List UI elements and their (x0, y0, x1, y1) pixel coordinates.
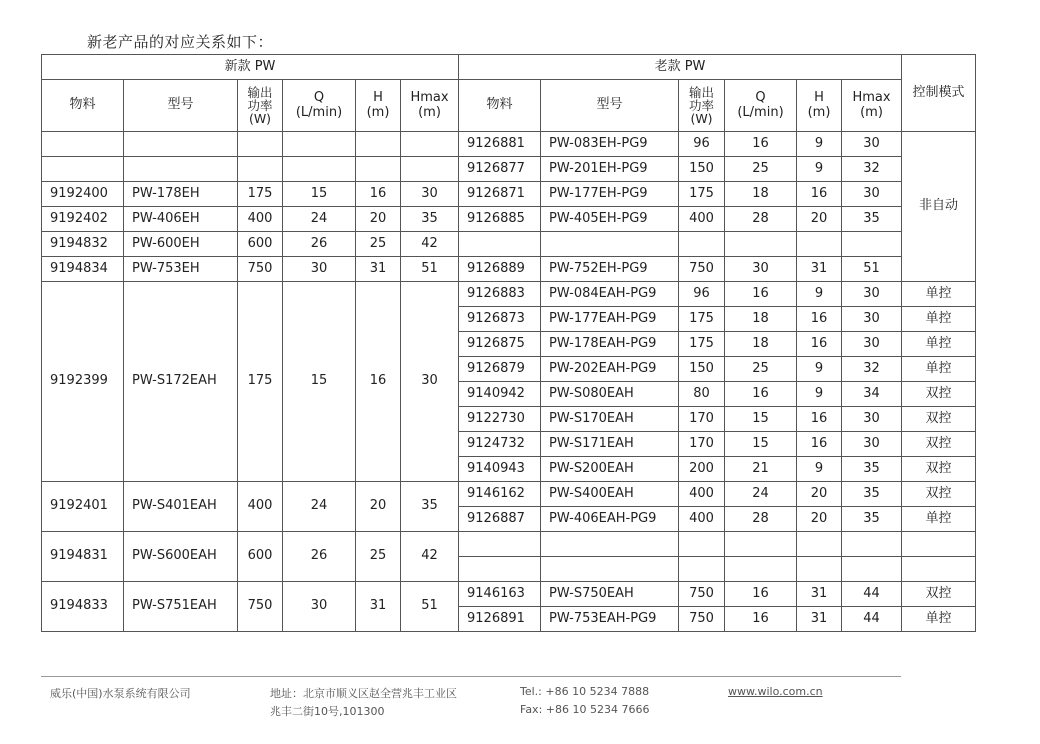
new-q-cell: 30 (283, 257, 356, 282)
old-q-cell: 18 (725, 182, 797, 207)
old-power-cell (679, 232, 725, 257)
header-new-power: 输出 功率 (W) (238, 80, 283, 132)
old-model-cell: PW-201EH-PG9 (541, 157, 679, 182)
control-mode-cell: 单控 (902, 307, 976, 332)
old-hmax-cell: 32 (842, 357, 902, 382)
new-h-cell: 16 (356, 182, 401, 207)
new-power-cell: 600 (238, 232, 283, 257)
old-hmax-cell: 30 (842, 132, 902, 157)
old-q-cell (725, 557, 797, 582)
table-row (42, 282, 976, 307)
old-model-cell: PW-177EH-PG9 (541, 182, 679, 207)
product-mapping-table (41, 54, 976, 632)
old-material-cell: 9126891 (459, 607, 541, 632)
footer-tel: Tel.: +86 10 5234 7888 (520, 685, 650, 698)
table-row (42, 207, 976, 232)
old-material-cell: 9140943 (459, 457, 541, 482)
table-row (42, 157, 976, 182)
new-power-cell: 400 (238, 482, 283, 532)
old-hmax-cell: 30 (842, 407, 902, 432)
old-q-cell: 28 (725, 507, 797, 532)
new-h-cell: 25 (356, 532, 401, 582)
new-material-cell: 9192399 (42, 282, 124, 482)
new-h-cell: 16 (356, 282, 401, 482)
new-power-cell: 400 (238, 207, 283, 232)
new-model-cell: PW-753EH (124, 257, 238, 282)
old-hmax-cell: 35 (842, 507, 902, 532)
old-hmax-cell (842, 532, 902, 557)
control-mode-cell (902, 532, 976, 557)
old-hmax-cell: 35 (842, 482, 902, 507)
new-material-cell: 9194834 (42, 257, 124, 282)
new-material-cell: 9194833 (42, 582, 124, 632)
new-q-cell: 15 (283, 182, 356, 207)
old-hmax-cell: 30 (842, 282, 902, 307)
old-power-cell: 96 (679, 282, 725, 307)
new-material-cell (42, 157, 124, 182)
old-power-cell: 750 (679, 582, 725, 607)
old-q-cell: 18 (725, 307, 797, 332)
control-mode-cell: 单控 (902, 607, 976, 632)
old-power-cell: 400 (679, 482, 725, 507)
old-h-cell: 31 (797, 607, 842, 632)
header-new-h: H (m) (356, 80, 401, 132)
old-model-cell: PW-405EH-PG9 (541, 207, 679, 232)
control-mode-cell: 双控 (902, 582, 976, 607)
new-model-cell: PW-406EH (124, 207, 238, 232)
old-hmax-cell: 30 (842, 182, 902, 207)
control-mode-cell (902, 557, 976, 582)
old-power-cell: 150 (679, 157, 725, 182)
old-h-cell: 20 (797, 207, 842, 232)
old-h-cell: 31 (797, 582, 842, 607)
new-h-cell: 25 (356, 232, 401, 257)
old-power-cell (679, 532, 725, 557)
table-row (42, 482, 976, 507)
old-hmax-cell: 30 (842, 307, 902, 332)
new-material-cell: 9194831 (42, 532, 124, 582)
new-power-cell (238, 157, 283, 182)
new-model-cell: PW-178EH (124, 182, 238, 207)
footer-address-line1: 地址：北京市顺义区赵全营兆丰工业区 (270, 687, 457, 700)
table-row (42, 232, 976, 257)
header-old-hmax: Hmax (m) (842, 80, 902, 132)
old-material-cell: 9126871 (459, 182, 541, 207)
old-q-cell: 16 (725, 132, 797, 157)
old-power-cell: 750 (679, 257, 725, 282)
old-power-cell: 150 (679, 357, 725, 382)
page-footer (0, 680, 1040, 740)
old-hmax-cell: 44 (842, 607, 902, 632)
new-model-cell (124, 157, 238, 182)
old-q-cell: 15 (725, 432, 797, 457)
control-mode-cell: 双控 (902, 482, 976, 507)
header-new-hmax: Hmax (m) (401, 80, 459, 132)
header-new-material: 物料 (42, 80, 124, 132)
old-material-cell: 9126883 (459, 282, 541, 307)
group-header-new: 新款 PW (42, 55, 459, 80)
new-hmax-cell: 30 (401, 182, 459, 207)
old-hmax-cell (842, 232, 902, 257)
old-material-cell: 9126885 (459, 207, 541, 232)
old-model-cell: PW-S080EAH (541, 382, 679, 407)
old-power-cell: 175 (679, 307, 725, 332)
old-material-cell: 9146163 (459, 582, 541, 607)
new-power-cell: 175 (238, 182, 283, 207)
old-hmax-cell: 30 (842, 432, 902, 457)
new-hmax-cell: 35 (401, 207, 459, 232)
footer-company: 威乐(中国)水泵系统有限公司 (50, 687, 191, 700)
old-q-cell: 21 (725, 457, 797, 482)
header-old-model: 型号 (541, 80, 679, 132)
control-mode-cell: 双控 (902, 457, 976, 482)
old-model-cell: PW-S200EAH (541, 457, 679, 482)
page-heading: 新老产品的对应关系如下： (87, 33, 274, 51)
old-power-cell: 96 (679, 132, 725, 157)
old-q-cell (725, 232, 797, 257)
new-model-cell (124, 132, 238, 157)
new-material-cell: 9192402 (42, 207, 124, 232)
table-row (42, 182, 976, 207)
old-h-cell: 16 (797, 182, 842, 207)
old-material-cell (459, 557, 541, 582)
control-mode-cell: 单控 (902, 507, 976, 532)
old-material-cell: 9126873 (459, 307, 541, 332)
new-material-cell: 9194832 (42, 232, 124, 257)
new-power-cell: 750 (238, 582, 283, 632)
old-q-cell: 25 (725, 357, 797, 382)
old-model-cell (541, 557, 679, 582)
new-q-cell: 24 (283, 482, 356, 532)
old-model-cell: PW-S400EAH (541, 482, 679, 507)
old-h-cell: 16 (797, 407, 842, 432)
old-q-cell: 18 (725, 332, 797, 357)
old-power-cell: 400 (679, 507, 725, 532)
old-h-cell: 20 (797, 507, 842, 532)
group-header-old: 老款 PW (459, 55, 902, 80)
old-model-cell: PW-S171EAH (541, 432, 679, 457)
new-power-cell: 600 (238, 532, 283, 582)
new-h-cell: 20 (356, 207, 401, 232)
footer-divider (41, 676, 901, 677)
header-old-h: H (m) (797, 80, 842, 132)
old-h-cell: 9 (797, 457, 842, 482)
old-material-cell: 9126881 (459, 132, 541, 157)
old-h-cell: 9 (797, 357, 842, 382)
old-q-cell: 16 (725, 382, 797, 407)
old-h-cell (797, 532, 842, 557)
old-model-cell: PW-S750EAH (541, 582, 679, 607)
header-old-material: 物料 (459, 80, 541, 132)
old-material-cell: 9124732 (459, 432, 541, 457)
control-mode-cell: 单控 (902, 332, 976, 357)
new-power-cell: 175 (238, 282, 283, 482)
header-new-q: Q (L/min) (283, 80, 356, 132)
new-q-cell (283, 157, 356, 182)
old-model-cell: PW-406EAH-PG9 (541, 507, 679, 532)
old-hmax-cell (842, 557, 902, 582)
header-new-model: 型号 (124, 80, 238, 132)
new-hmax-cell: 35 (401, 482, 459, 532)
old-model-cell (541, 232, 679, 257)
old-hmax-cell: 35 (842, 207, 902, 232)
old-q-cell: 16 (725, 607, 797, 632)
new-hmax-cell: 42 (401, 232, 459, 257)
new-h-cell: 31 (356, 582, 401, 632)
old-h-cell (797, 557, 842, 582)
old-h-cell: 9 (797, 132, 842, 157)
old-power-cell: 175 (679, 182, 725, 207)
table-row (42, 132, 976, 157)
new-q-cell: 26 (283, 532, 356, 582)
new-model-cell: PW-S751EAH (124, 582, 238, 632)
control-mode-cell: 单控 (902, 282, 976, 307)
control-mode-cell: 双控 (902, 432, 976, 457)
old-model-cell (541, 532, 679, 557)
old-material-cell (459, 532, 541, 557)
control-mode-cell: 非自动 (902, 132, 976, 282)
old-q-cell: 16 (725, 582, 797, 607)
new-h-cell: 31 (356, 257, 401, 282)
new-q-cell: 24 (283, 207, 356, 232)
old-hmax-cell: 30 (842, 332, 902, 357)
new-model-cell: PW-S600EAH (124, 532, 238, 582)
old-h-cell: 9 (797, 282, 842, 307)
table-row (42, 582, 976, 607)
old-q-cell (725, 532, 797, 557)
old-q-cell: 25 (725, 157, 797, 182)
old-material-cell: 9126879 (459, 357, 541, 382)
old-h-cell: 31 (797, 257, 842, 282)
new-model-cell: PW-S401EAH (124, 482, 238, 532)
old-h-cell: 16 (797, 307, 842, 332)
control-mode-cell: 双控 (902, 382, 976, 407)
old-hmax-cell: 34 (842, 382, 902, 407)
old-model-cell: PW-177EAH-PG9 (541, 307, 679, 332)
old-model-cell: PW-S170EAH (541, 407, 679, 432)
old-power-cell: 400 (679, 207, 725, 232)
old-material-cell (459, 232, 541, 257)
old-power-cell: 200 (679, 457, 725, 482)
header-control-mode: 控制模式 (902, 55, 976, 132)
new-h-cell (356, 157, 401, 182)
old-h-cell: 16 (797, 432, 842, 457)
control-mode-cell: 单控 (902, 357, 976, 382)
footer-fax: Fax: +86 10 5234 7666 (520, 703, 650, 716)
new-hmax-cell (401, 157, 459, 182)
old-power-cell: 170 (679, 407, 725, 432)
old-model-cell: PW-178EAH-PG9 (541, 332, 679, 357)
new-hmax-cell: 51 (401, 257, 459, 282)
old-model-cell: PW-083EH-PG9 (541, 132, 679, 157)
new-hmax-cell: 51 (401, 582, 459, 632)
old-hmax-cell: 44 (842, 582, 902, 607)
old-material-cell: 9146162 (459, 482, 541, 507)
footer-website-link[interactable]: www.wilo.com.cn (728, 685, 823, 698)
old-power-cell: 750 (679, 607, 725, 632)
new-model-cell: PW-600EH (124, 232, 238, 257)
old-hmax-cell: 35 (842, 457, 902, 482)
old-hmax-cell: 32 (842, 157, 902, 182)
new-q-cell: 26 (283, 232, 356, 257)
new-hmax-cell: 30 (401, 282, 459, 482)
old-power-cell (679, 557, 725, 582)
new-material-cell: 9192401 (42, 482, 124, 532)
control-mode-cell: 双控 (902, 407, 976, 432)
old-h-cell: 20 (797, 482, 842, 507)
new-h-cell (356, 132, 401, 157)
old-material-cell: 9126877 (459, 157, 541, 182)
old-model-cell: PW-084EAH-PG9 (541, 282, 679, 307)
footer-address-line2: 兆丰二街10号,101300 (270, 705, 385, 718)
table-row (42, 257, 976, 282)
header-old-power: 输出 功率 (W) (679, 80, 725, 132)
new-q-cell (283, 132, 356, 157)
new-material-cell (42, 132, 124, 157)
table-row (42, 532, 976, 557)
old-hmax-cell: 51 (842, 257, 902, 282)
old-q-cell: 28 (725, 207, 797, 232)
new-q-cell: 30 (283, 582, 356, 632)
old-material-cell: 9126889 (459, 257, 541, 282)
new-power-cell: 750 (238, 257, 283, 282)
new-power-cell (238, 132, 283, 157)
old-power-cell: 170 (679, 432, 725, 457)
old-q-cell: 30 (725, 257, 797, 282)
old-power-cell: 80 (679, 382, 725, 407)
old-material-cell: 9126887 (459, 507, 541, 532)
old-material-cell: 9122730 (459, 407, 541, 432)
header-old-q: Q (L/min) (725, 80, 797, 132)
old-h-cell: 9 (797, 382, 842, 407)
old-model-cell: PW-752EH-PG9 (541, 257, 679, 282)
old-h-cell: 16 (797, 332, 842, 357)
old-material-cell: 9140942 (459, 382, 541, 407)
old-model-cell: PW-202EAH-PG9 (541, 357, 679, 382)
new-hmax-cell (401, 132, 459, 157)
old-power-cell: 175 (679, 332, 725, 357)
new-h-cell: 20 (356, 482, 401, 532)
old-q-cell: 15 (725, 407, 797, 432)
old-q-cell: 16 (725, 282, 797, 307)
new-material-cell: 9192400 (42, 182, 124, 207)
old-model-cell: PW-753EAH-PG9 (541, 607, 679, 632)
new-model-cell: PW-S172EAH (124, 282, 238, 482)
old-material-cell: 9126875 (459, 332, 541, 357)
old-h-cell: 9 (797, 157, 842, 182)
new-hmax-cell: 42 (401, 532, 459, 582)
new-q-cell: 15 (283, 282, 356, 482)
old-h-cell (797, 232, 842, 257)
old-q-cell: 24 (725, 482, 797, 507)
